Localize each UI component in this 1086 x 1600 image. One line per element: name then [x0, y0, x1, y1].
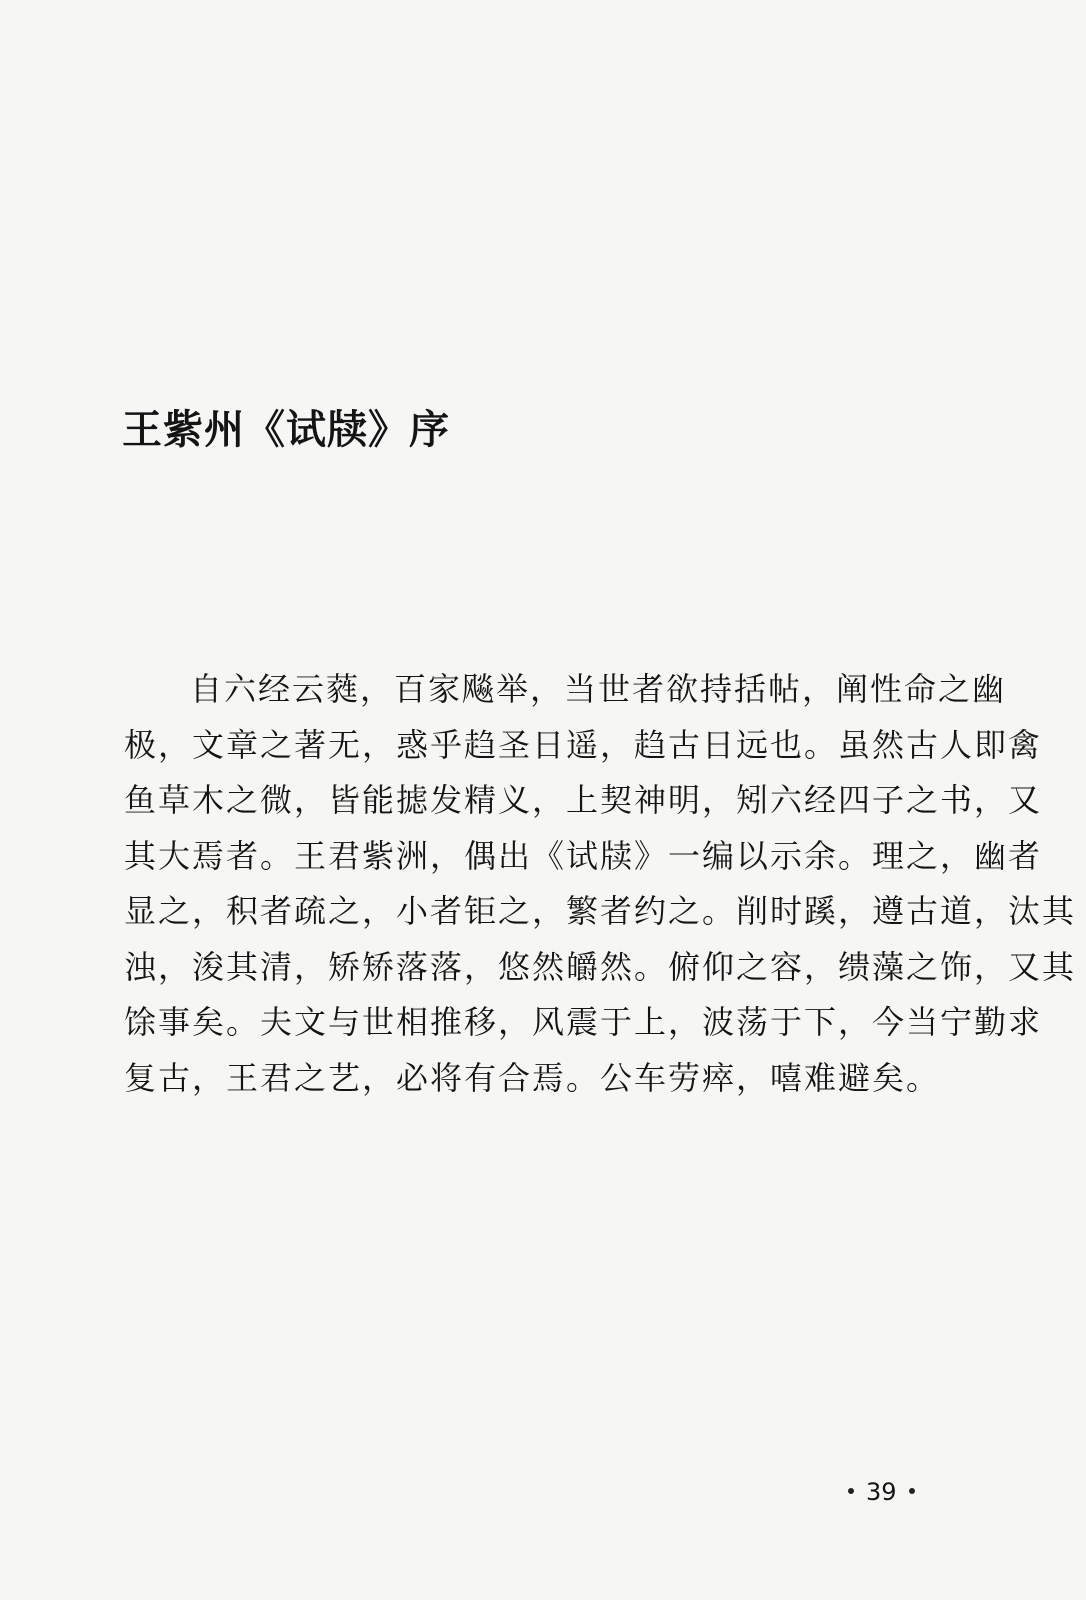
left-dot-ornament	[848, 1488, 854, 1494]
page-title: 王紫州《试牍》序	[122, 407, 450, 453]
page-number: 39	[866, 1478, 897, 1506]
paragraph-line-8: 复古，王君之艺，必将有合焉。公车劳瘁，嘻难避矣。	[124, 1058, 941, 1097]
paragraph-line-3: 鱼草木之微，皆能摅发精义，上契神明，矧六经四子之书，又	[124, 781, 1043, 819]
body-paragraph	[124, 662, 1077, 1106]
paragraph-line-6: 浊，浚其清，矫矫落落，悠然皭然。俯仰之容，缋藻之饰，又其	[124, 947, 1077, 986]
paragraph-line-7: 馀事矣。夫文与世相推移，风震于上，波荡于下，今当宁勤求	[124, 1003, 1043, 1041]
page-number-footer	[842, 1478, 915, 1506]
paragraph-line-4: 其大焉者。王君紫洲，偶出《试牍》一编以示余。理之，幽者	[124, 836, 1043, 875]
paragraph-line-1: 自六经云蕤，百家飚举，当世者欲持括帖，阐性命之幽	[190, 670, 1007, 708]
right-dot-ornament	[909, 1488, 915, 1494]
paragraph-line-2: 极，文章之著无，惑乎趋圣日遥，趋古日远也。虽然古人即禽	[124, 725, 1043, 764]
paragraph-line-5: 显之，积者疏之，小者钜之，繁者约之。削时蹊，遵古道，汰其	[124, 892, 1077, 930]
